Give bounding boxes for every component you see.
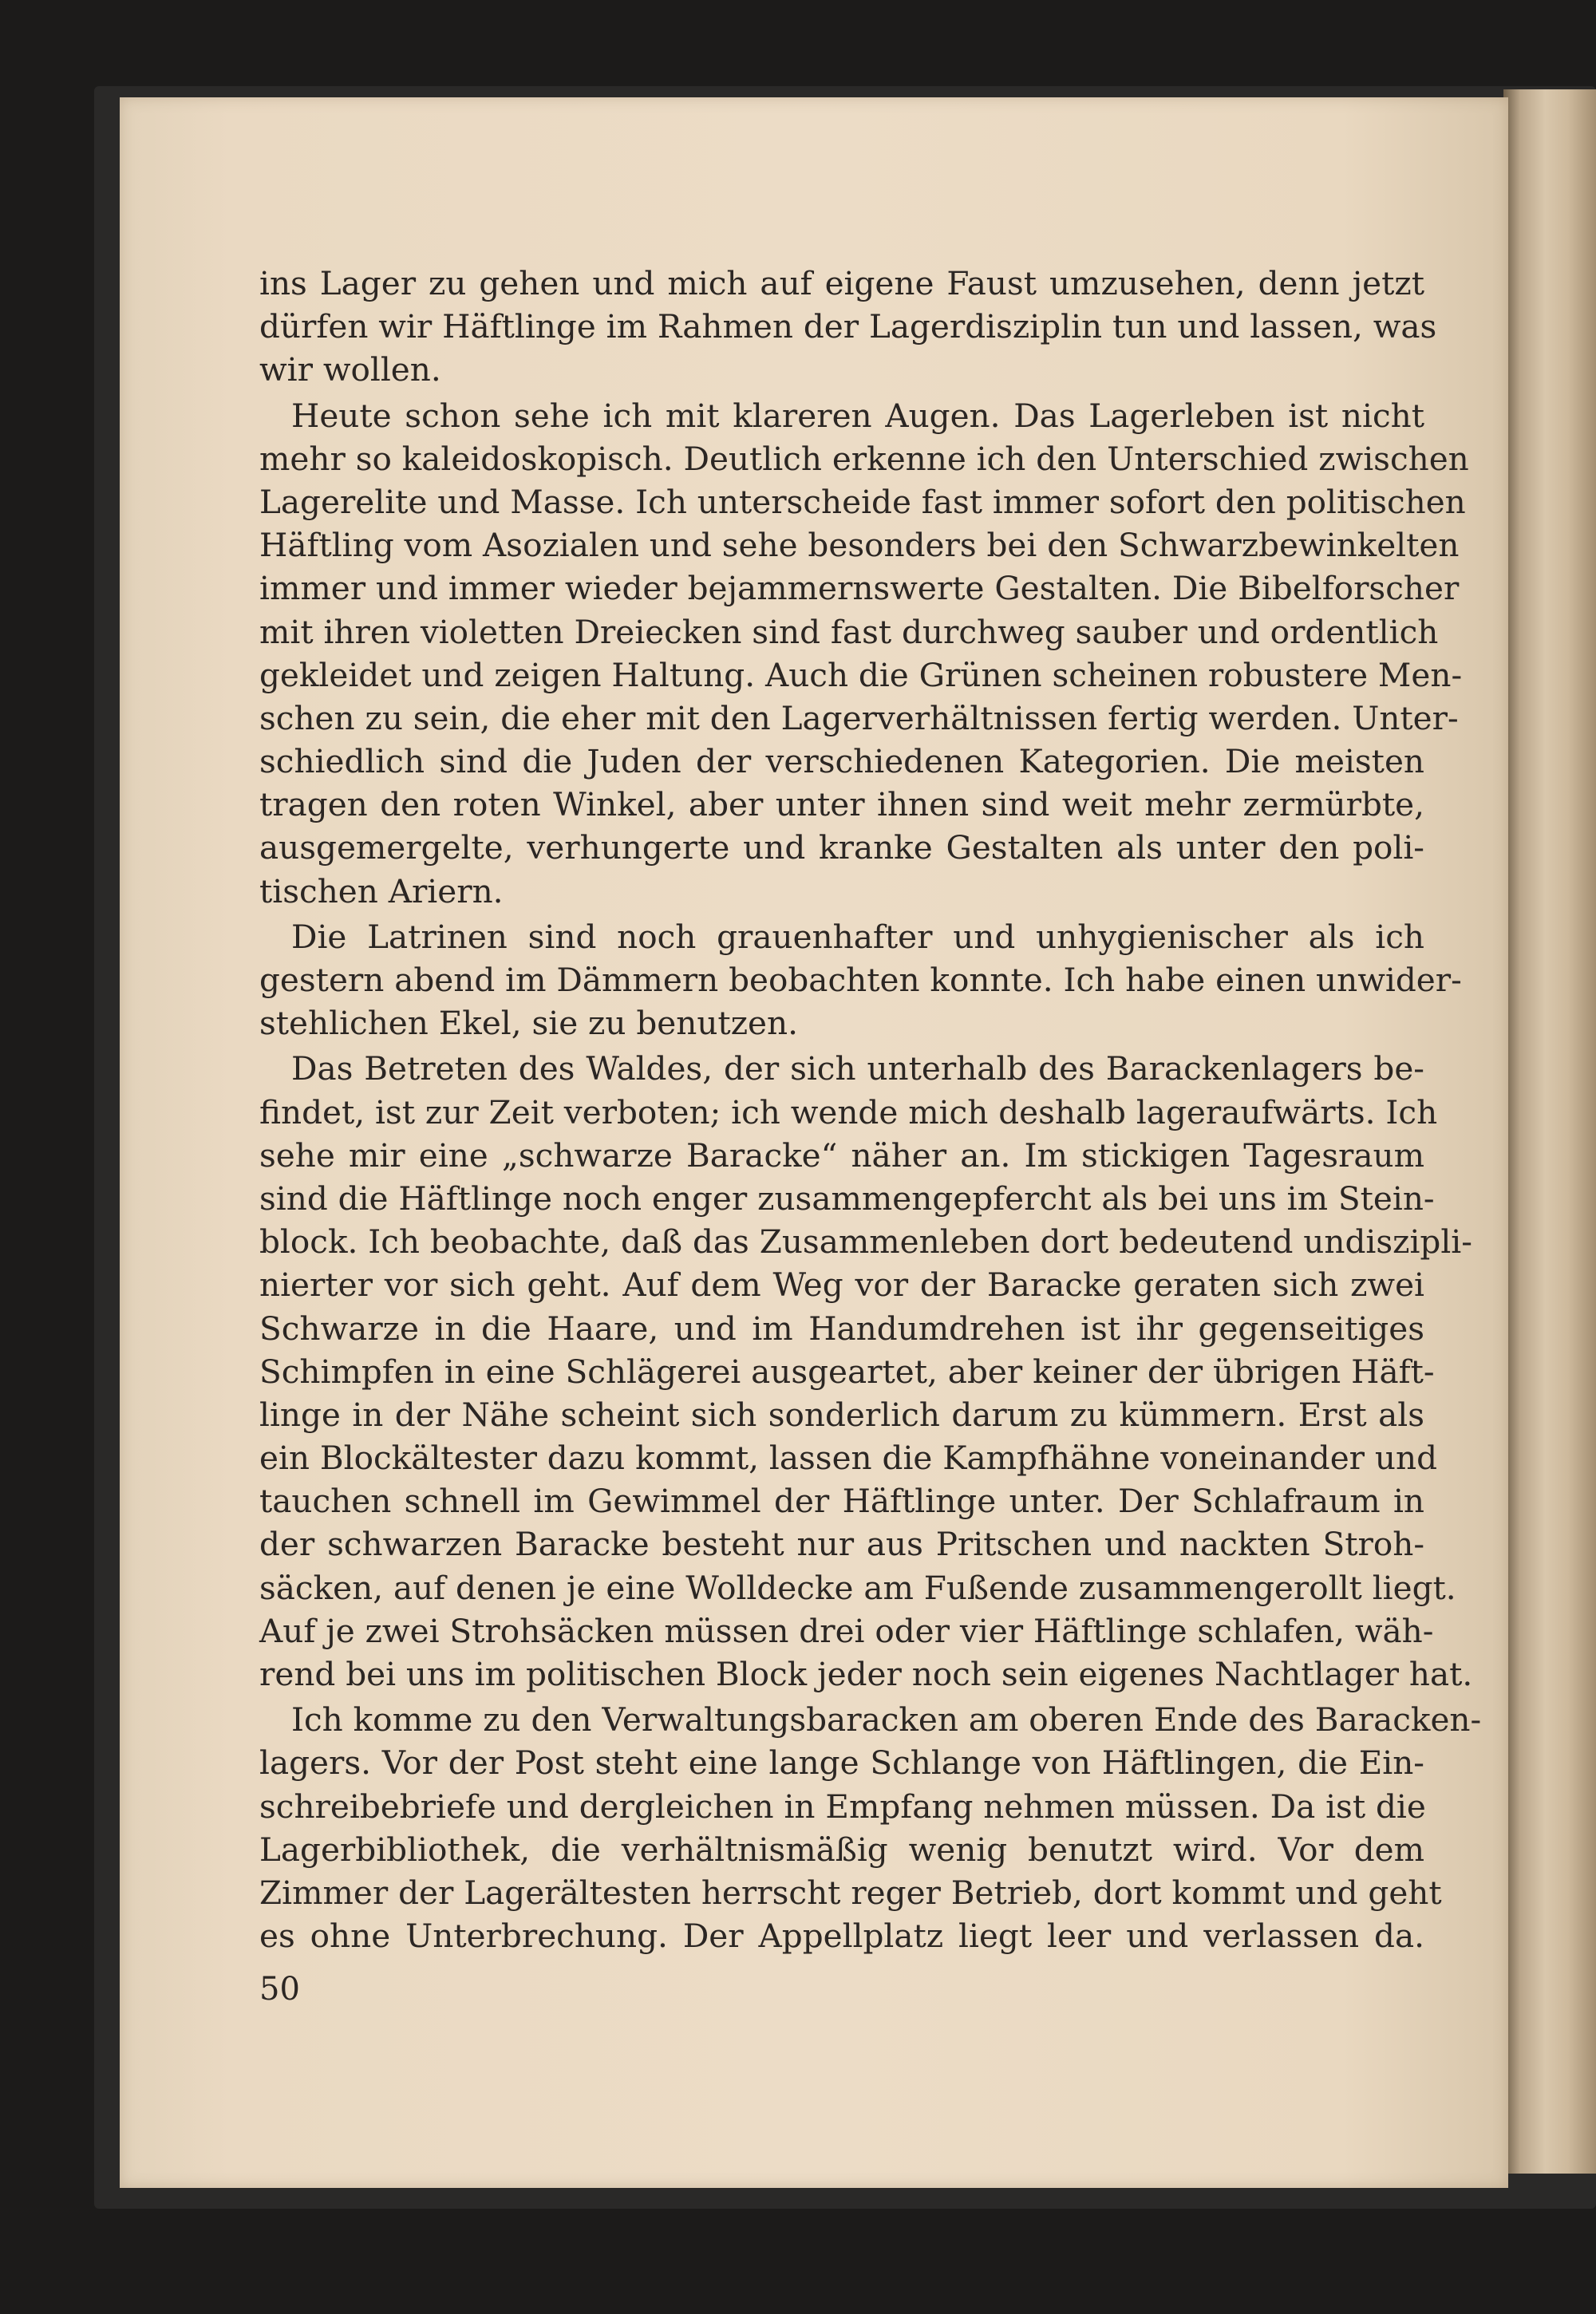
text-line: Lagerbibliothek, die verhältnismäßig wenig benutzt wird. Vor dem xyxy=(259,1830,1424,1869)
text-line: Schimpfen in eine Schlägerei ausgeartet, aber keiner der übrigen Häft- xyxy=(259,1352,1435,1391)
text-line: findet, ist zur Zeit verboten; ich wende mich deshalb lageraufwärts. Ich xyxy=(259,1092,1438,1131)
text-line: linge in der Nähe scheint sich sonderlich darum zu kümmern. Erst als xyxy=(259,1395,1424,1434)
text-line: Die Latrinen sind noch grauenhafter und unhygienischer als ich xyxy=(291,917,1424,956)
text-line: Lagerelite und Masse. Ich unterscheide fast immer sofort den politischen xyxy=(259,482,1466,521)
text-line: schen zu sein, die eher mit den Lagerverhältnissen fertig werden. Unter- xyxy=(259,698,1459,737)
text-line: ein Blockältester dazu kommt, lassen die Kampfhähne voneinander und xyxy=(259,1439,1437,1478)
text-line: nierter vor sich geht. Auf dem Weg vor der Baracke geraten sich zwei xyxy=(259,1266,1424,1305)
text-line: Ich komme zu den Verwaltungsbaracken am oberen Ende des Baracken- xyxy=(291,1700,1482,1739)
text-line: ins Lager zu gehen und mich auf eigene Faust umzusehen, denn jetzt xyxy=(259,264,1424,302)
page-number: 50 xyxy=(259,1971,300,2008)
page-edges xyxy=(1503,89,1596,2174)
text-line: Heute schon sehe ich mit klareren Augen. Das Lagerleben ist nicht xyxy=(291,396,1424,435)
text-line: ausgemergelte, verhungerte und kranke Gestalten als unter den poli- xyxy=(259,828,1424,867)
text-line: tragen den roten Winkel, aber unter ihnen sind weit mehr zermürbte, xyxy=(259,785,1424,824)
paragraph xyxy=(259,915,1462,1045)
text-line: der schwarzen Baracke besteht nur aus Pritschen und nackten Stroh- xyxy=(259,1525,1424,1564)
text-line: tischen Ariern. xyxy=(259,871,504,910)
text-line: sehe mir eine „schwarze Baracke“ näher an. Im stickigen Tagesraum xyxy=(259,1135,1424,1175)
text-line: Häftling vom Asozialen und sehe besonders bei den Schwarzbewinkelten xyxy=(259,526,1460,565)
text-line: es ohne Unterbrechung. Der Appellplatz liegt leer und verlassen da. xyxy=(259,1917,1424,1956)
text-line: stehlichen Ekel, sie zu benutzen. xyxy=(259,1004,798,1043)
text-line: lagers. Vor der Post steht eine lange Schlange von Häftlingen, die Ein- xyxy=(259,1743,1424,1783)
text-line: wir wollen. xyxy=(259,350,441,389)
text-line: rend bei uns im politischen Block jeder noch sein eigenes Nachtlager hat. xyxy=(259,1655,1473,1693)
paragraph xyxy=(259,394,1469,913)
text-line: gekleidet und zeigen Haltung. Auch die Grünen scheinen robustere Men- xyxy=(259,655,1463,694)
text-line: mehr so kaleidoskopisch. Deutlich erkenne ich den Unterschied zwischen xyxy=(259,439,1469,478)
text-line: mit ihren violetten Dreiecken sind fast durchweg sauber und ordentlich xyxy=(259,612,1439,651)
text-line: gestern abend im Dämmern beobachten konnte. Ich habe einen unwider- xyxy=(259,961,1462,999)
paragraph xyxy=(259,262,1437,392)
text-line: sind die Häftlinge noch enger zusammengepfercht als bei uns im Stein- xyxy=(259,1179,1435,1218)
text-line: Schwarze in die Haare, und im Handumdrehen ist ihr gegenseitiges xyxy=(259,1309,1424,1348)
text-line: schreibebriefe und dergleichen in Empfang nehmen müssen. Da ist die xyxy=(259,1787,1426,1826)
text-line: säcken, auf denen je eine Wolldecke am Fußende zusammengerollt liegt. xyxy=(259,1568,1456,1607)
text-line: dürfen wir Häftlinge im Rahmen der Lagerdisziplin tun und lassen, was xyxy=(259,307,1437,346)
text-line: Auf je zwei Strohsäcken müssen drei oder vier Häftlinge schlafen, wäh- xyxy=(259,1611,1434,1650)
text-line: block. Ich beobachte, daß das Zusammenleben dort bedeutend undiszipli- xyxy=(259,1222,1472,1262)
text-line: tauchen schnell im Gewimmel der Häftlinge unter. Der Schlafraum in xyxy=(259,1482,1424,1521)
text-line: immer und immer wieder bejammernswerte Gestalten. Die Bibelforscher xyxy=(259,569,1460,608)
text-line: Das Betreten des Waldes, der sich unterhalb des Barackenlagers be- xyxy=(291,1049,1424,1088)
paragraph xyxy=(259,1047,1473,1696)
text-line: schiedlich sind die Juden der verschiedenen Kategorien. Die meisten xyxy=(259,742,1424,781)
text-line: Zimmer der Lagerältesten herrscht reger Betrieb, dort kommt und geht xyxy=(259,1873,1442,1912)
paragraph xyxy=(259,1698,1482,1957)
body-text xyxy=(259,262,1482,1957)
